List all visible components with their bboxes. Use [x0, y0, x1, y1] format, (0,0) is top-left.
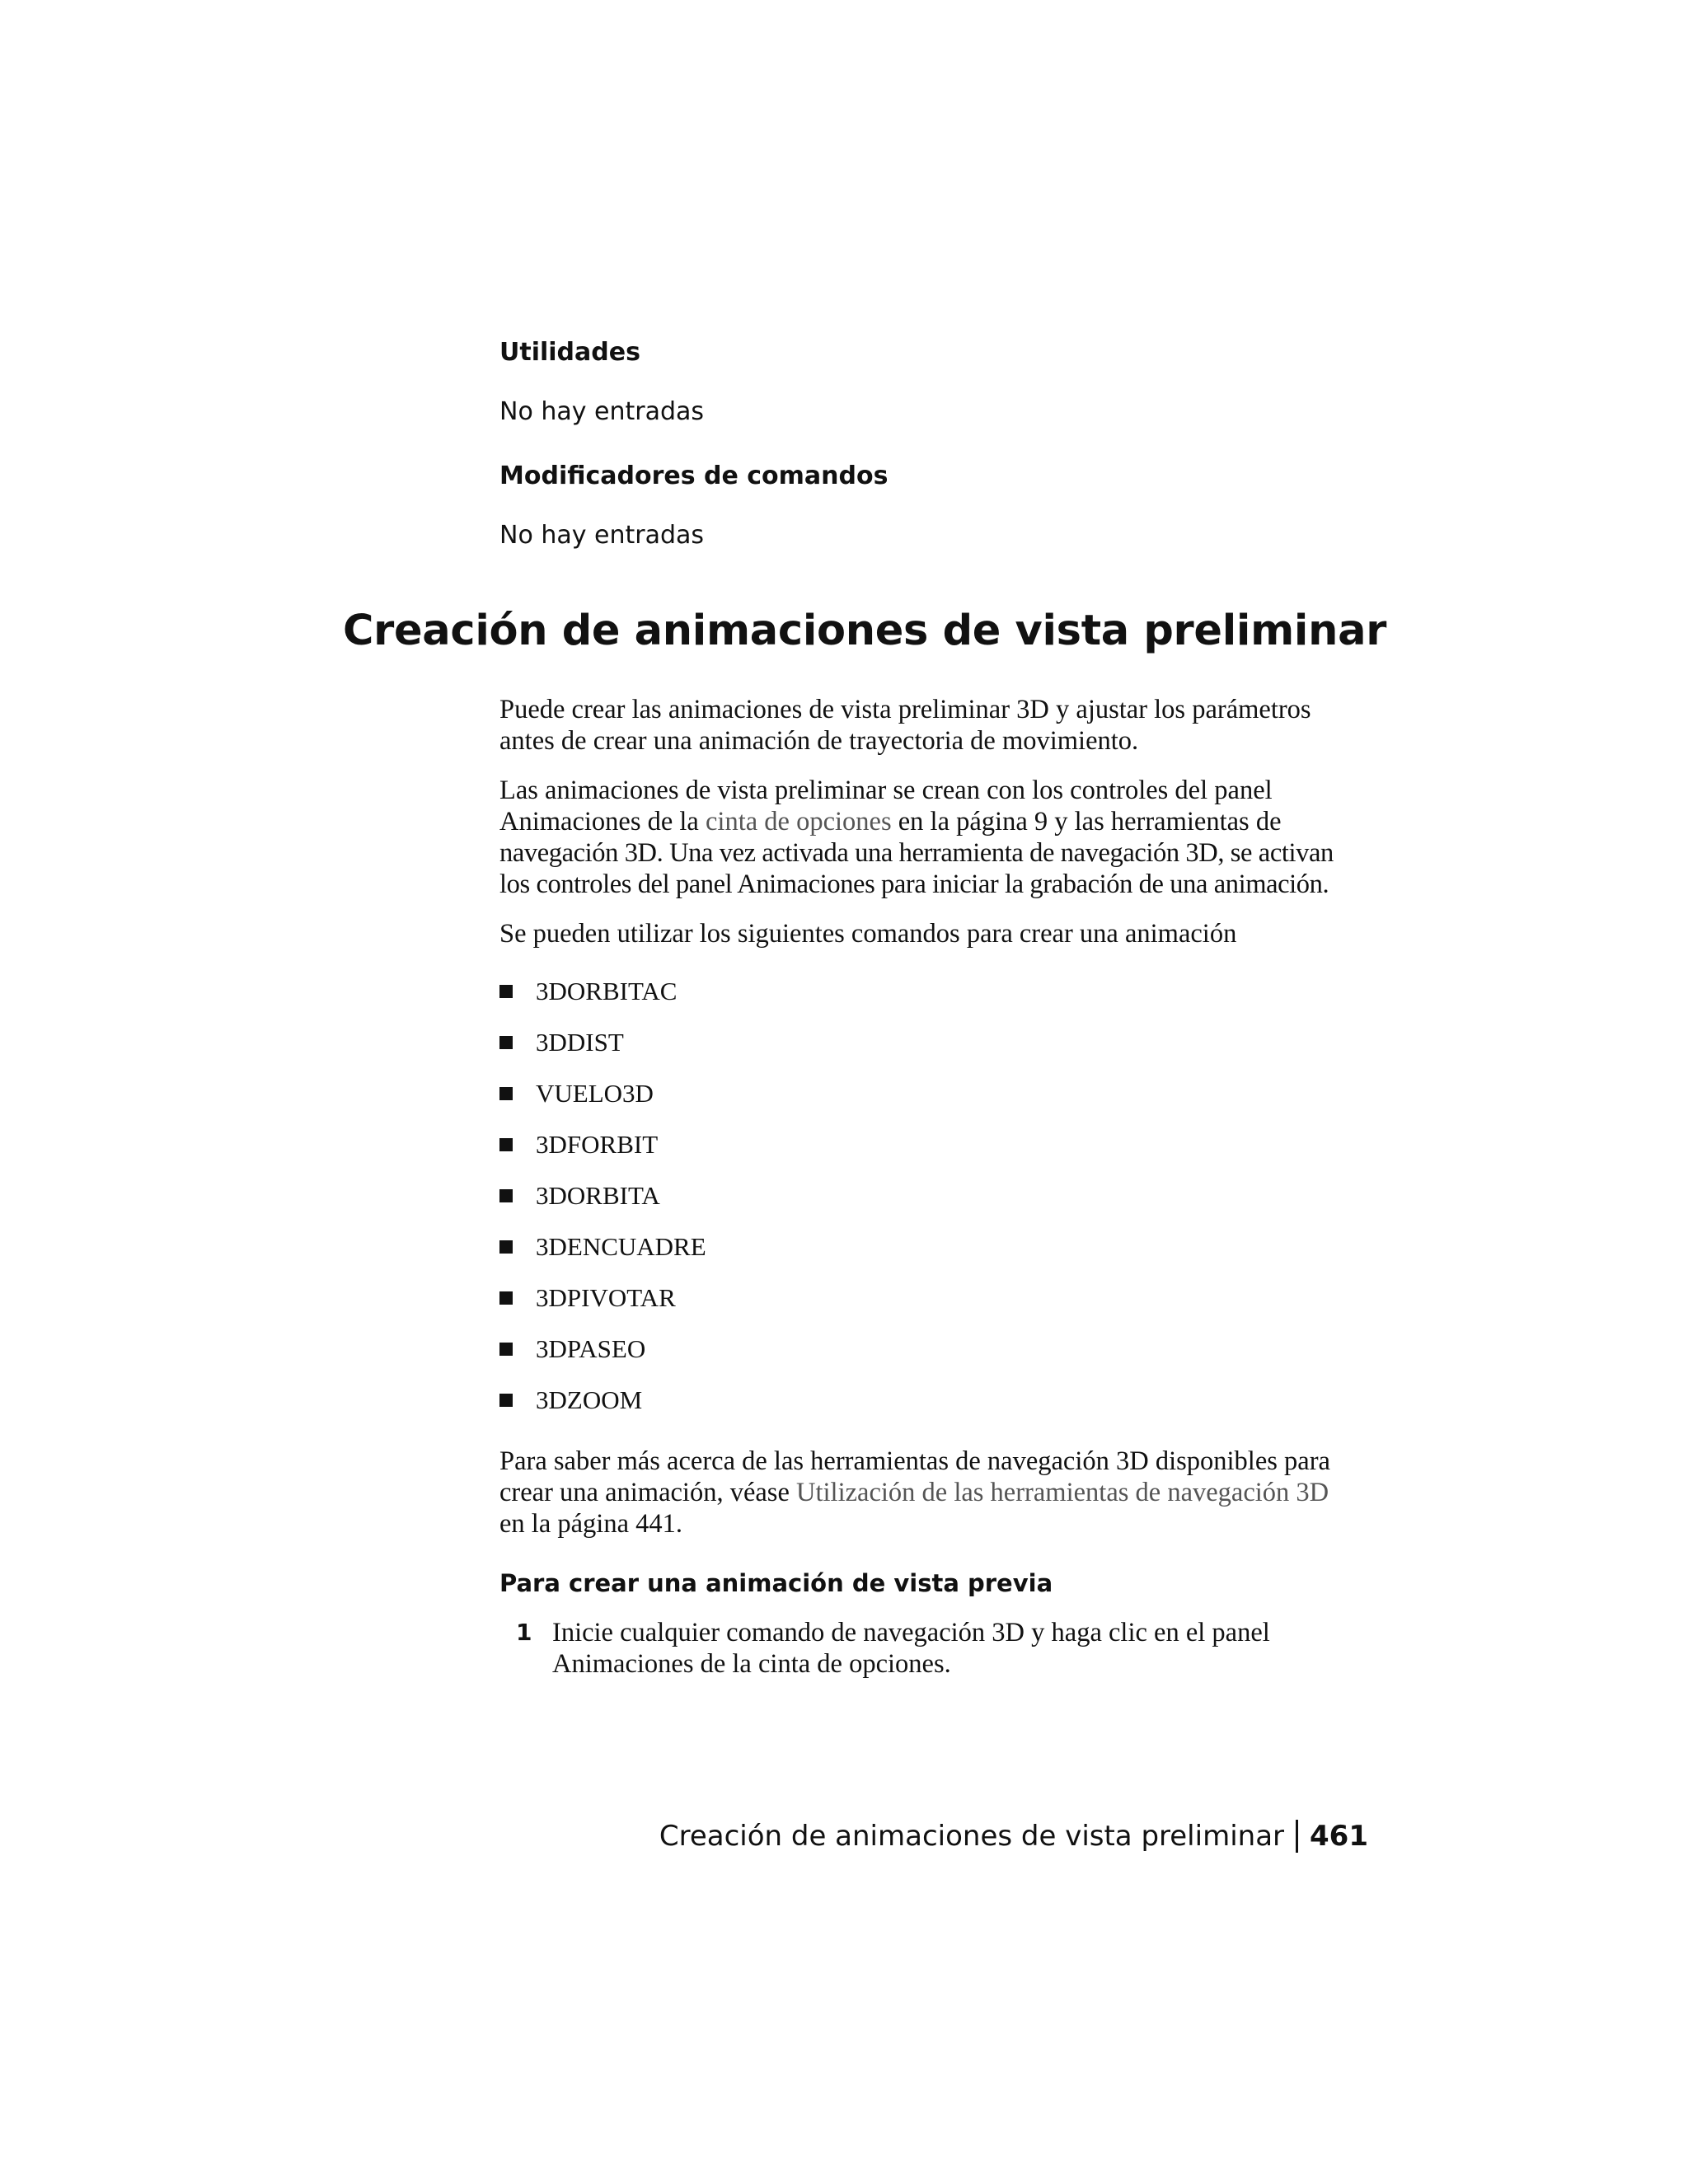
command-name: 3DDIST	[536, 1028, 624, 1057]
modificadores-text: No hay entradas	[499, 521, 705, 550]
bullet-square-icon	[499, 1189, 513, 1202]
list-item	[499, 1221, 706, 1272]
bullet-square-icon	[499, 1394, 513, 1407]
bullet-square-icon	[499, 1036, 513, 1049]
command-name: 3DENCUADRE	[536, 1232, 706, 1261]
step-number: 1	[516, 1619, 532, 1646]
navigation-tools-link[interactable]: Utilización de las herramientas de navegación 3D	[796, 1478, 1329, 1507]
more-info-line-2	[499, 1477, 1390, 1508]
command-name: 3DORBITA	[536, 1181, 660, 1210]
more-info-paragraph	[499, 1446, 1390, 1540]
list-item	[499, 1017, 706, 1068]
command-name: 3DZOOM	[536, 1385, 643, 1414]
bullet-square-icon	[499, 1087, 513, 1100]
list-item	[499, 1375, 706, 1426]
utilidades-text: No hay entradas	[499, 397, 705, 426]
bullet-square-icon	[499, 1291, 513, 1305]
procedure-step	[516, 1617, 1270, 1680]
step-text	[552, 1617, 1270, 1680]
command-name: VUELO3D	[536, 1079, 654, 1108]
command-name: 3DPASEO	[536, 1334, 646, 1363]
controls-line-2-end: en la página 9 y las herramientas de	[891, 807, 1282, 837]
page-footer	[659, 1820, 1368, 1853]
list-item	[499, 1170, 706, 1221]
command-name: 3DORBITAC	[536, 977, 678, 1005]
page-number: 461	[1310, 1820, 1368, 1853]
more-info-line-2-start: crear una animación, véase	[499, 1478, 797, 1507]
step-line-1: Inicie cualquier comando de navegación 3D y haga clic en el panel	[552, 1618, 1270, 1647]
commands-intro: Se pueden utilizar los siguientes comandos para crear una animación	[499, 919, 1237, 949]
bullet-square-icon	[499, 1138, 513, 1151]
footer-divider	[1296, 1820, 1298, 1853]
utilidades-heading: Utilidades	[499, 338, 640, 367]
footer-title: Creación de animaciones de vista preliminar	[659, 1820, 1285, 1853]
more-info-line-1: Para saber más acerca de las herramientas de navegación 3D disponibles para	[499, 1446, 1330, 1476]
command-name: 3DFORBIT	[536, 1130, 659, 1159]
controls-line-3: navegación 3D. Una vez activada una herramienta de navegación 3D, se activan	[499, 838, 1334, 868]
cinta-de-opciones-link[interactable]: cinta de opciones	[706, 807, 892, 837]
command-list	[499, 966, 706, 1426]
bullet-square-icon	[499, 1343, 513, 1356]
list-item	[499, 966, 706, 1017]
controls-line-4: los controles del panel Animaciones para iniciar la grabación de una animación.	[499, 869, 1329, 899]
controls-line-2	[499, 806, 1390, 837]
command-name: 3DPIVOTAR	[536, 1283, 676, 1312]
list-item	[499, 1324, 706, 1375]
list-item	[499, 1119, 706, 1170]
controls-paragraph	[499, 775, 1390, 900]
intro-line-2: antes de crear una animación de trayectoria de movimiento.	[499, 726, 1139, 756]
more-info-line-3: en la página 441.	[499, 1509, 683, 1539]
controls-line-2-start: Animaciones de la	[499, 807, 706, 837]
intro-paragraph	[499, 694, 1390, 757]
bullet-square-icon	[499, 1240, 513, 1254]
modificadores-heading: Modificadores de comandos	[499, 462, 889, 490]
list-item	[499, 1068, 706, 1119]
procedure-heading: Para crear una animación de vista previa	[499, 1569, 1053, 1597]
step-line-2: Animaciones de la cinta de opciones.	[552, 1649, 951, 1679]
intro-line-1: Puede crear las animaciones de vista preliminar 3D y ajustar los parámetros	[499, 695, 1311, 724]
page-title: Creación de animaciones de vista preliminar	[343, 607, 1387, 655]
bullet-square-icon	[499, 985, 513, 998]
list-item	[499, 1272, 706, 1324]
controls-line-1: Las animaciones de vista preliminar se crean con los controles del panel	[499, 776, 1273, 805]
